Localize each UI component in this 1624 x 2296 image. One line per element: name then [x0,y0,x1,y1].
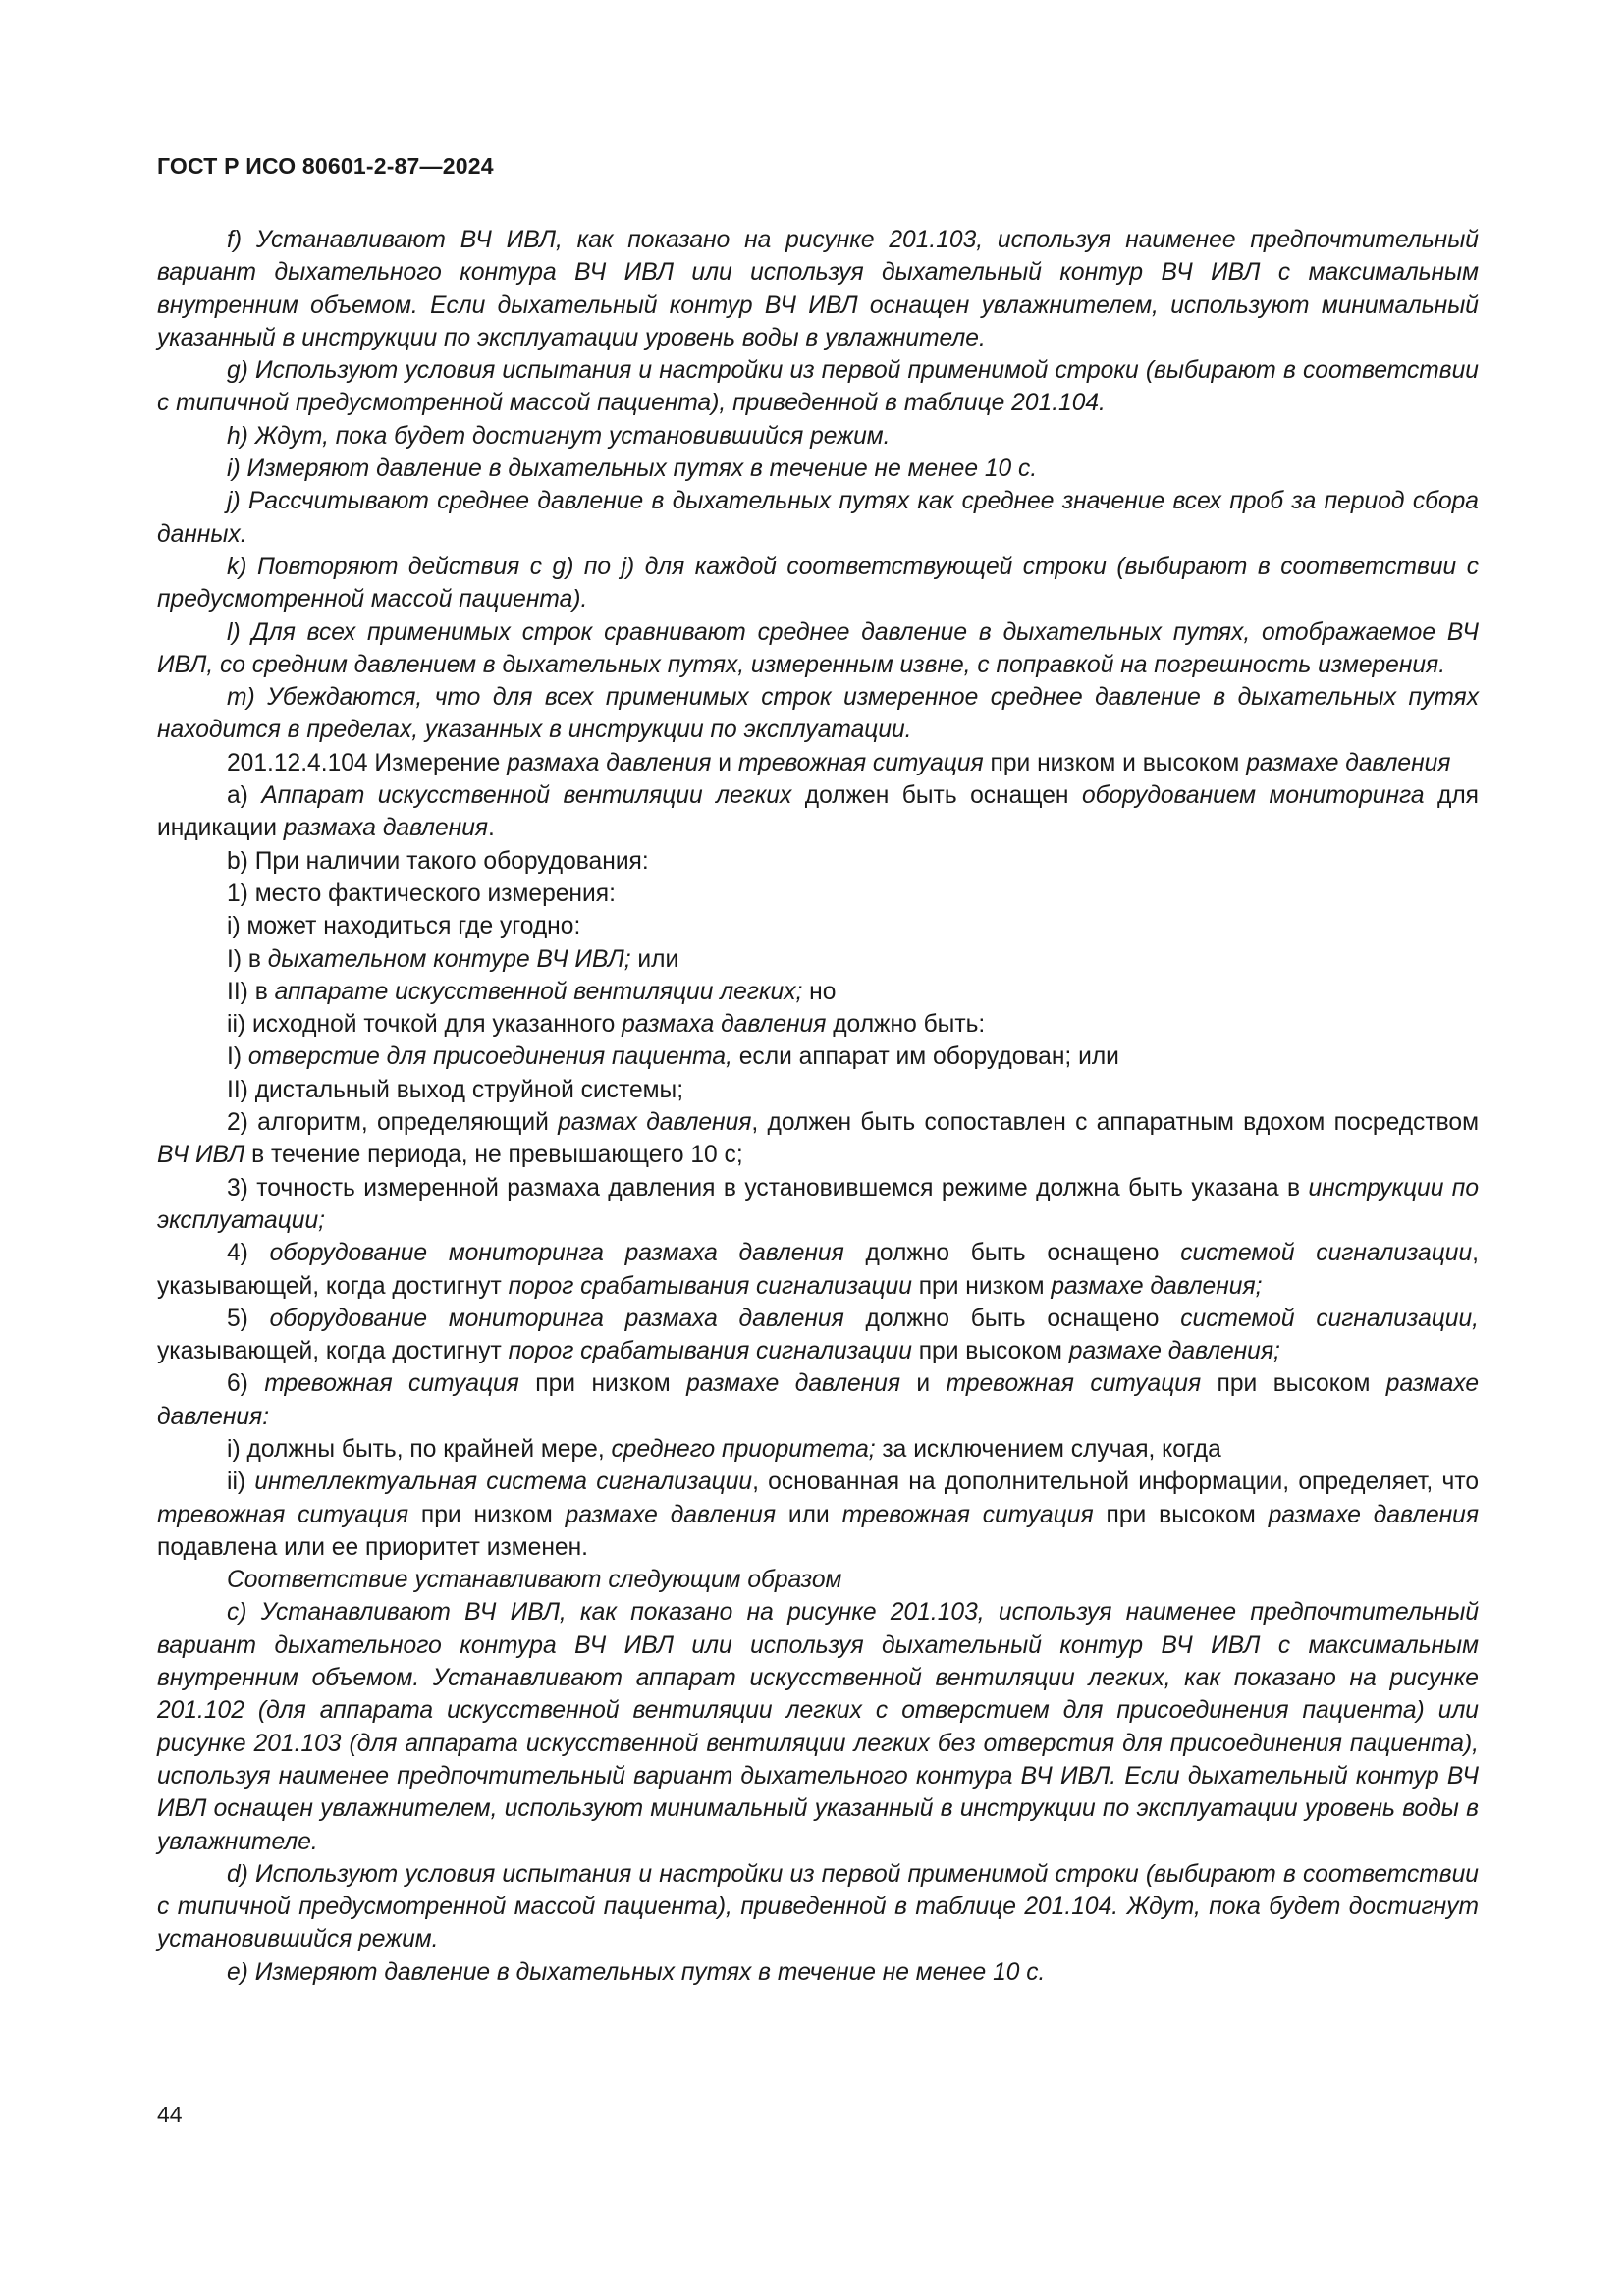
document-header: ГОСТ Р ИСО 80601-2-87—2024 [157,153,494,179]
text-run: и [899,1370,947,1398]
paragraph [157,1041,1479,1073]
text-run: i) должны быть, по крайней мере, [227,1435,612,1463]
paragraph [157,1172,1479,1238]
text-run: подавлена или ее приоритет изменен. [157,1533,589,1561]
italic-text-run: тревожная ситуация [737,749,984,776]
italic-text-run: e) Измеряют давление в дыхательных путях в течение не менее 10 с. [227,1958,1046,1986]
text-run: и [711,749,738,776]
italic-text-run: Соответствие устанавливают следующим образом [227,1567,842,1594]
text-run: за исключением случая, когда [875,1435,1221,1463]
paragraph [157,943,1479,976]
text-run: или [630,945,679,973]
text-run: II) дистальный выход струйной системы; [227,1076,684,1103]
italic-text-run: l) Для всех применимых строк сравнивают среднее давление в дыхательных путях, отображаемое ВЧ ИВЛ, со средним давлением в дыхательных путях, измеренным извне, с поправкой на погрешность измерения. [157,618,1479,678]
text-run: при низком [407,1501,566,1528]
italic-text-run: c) Устанавливают ВЧ ИВЛ, как показано на рисунке 201.103, используя наименее предпочтительный вариант дыхательного контура ВЧ ИВЛ или используя дыхательный контур ВЧ ИВЛ с максимальным внутренним объемом. Устанавливают аппарат искусственной вентиляции легких, как показано на рисунке 201.102 (для аппарата искусственной вентиляции легких с отверстием для присоединения пациента) или рисунке 201.103 (для аппарата искусственной вентиляции легких без отверстия для присоединения пациента), используя наименее предпочтительный вариант дыхательного контура ВЧ ИВЛ. Если дыхательный контур ВЧ ИВЛ оснащен увлажнителем, используют минимальный указанный в инструкции по эксплуатации уровень воды в увлажнителе. [157,1599,1479,1855]
italic-text-run: оборудование мониторинга размаха давления [269,1305,844,1332]
text-run: но [802,978,837,1005]
paragraph [157,845,1479,878]
italic-text-run: Аппарат искусственной вентиляции легких [261,782,792,810]
text-run: в течение периода, не превышающего 10 с; [244,1142,743,1169]
text-run: , указывающей, когда достигнут [157,1240,1479,1300]
italic-text-run: оборудованием мониторинга [1081,782,1425,810]
paragraph [157,551,1479,616]
italic-text-run: размахе давления; [1051,1272,1263,1300]
italic-text-run: m) Убеждаются, что для всех применимых строк измеренное среднее давление в дыхательных путях находится в пределах, указанных в инструкции по эксплуатации. [157,684,1479,744]
text-run: , основанная на дополнительной информации, определяет, что [752,1468,1479,1496]
text-run: . [488,815,495,842]
italic-text-run: аппарате искусственной вентиляции легких; [274,978,803,1005]
italic-text-run: дыхательном контуре ВЧ ИВЛ; [267,945,631,973]
italic-text-run: размахе давления [565,1501,776,1528]
text-run: при высоком [1093,1501,1269,1528]
italic-text-run: размаха давления [507,749,712,776]
italic-text-run: f) Устанавливают ВЧ ИВЛ, как показано на рисунке 201.103, используя наименее предпочтительный вариант дыхательного контура ВЧ ИВЛ или используя дыхательный контур ВЧ ИВЛ с максимальным внутренним объемом. Если дыхательный контур ВЧ ИВЛ оснащен увлажнителем, используют минимальный указанный в инструкции по эксплуатации уровень воды в увлажнителе. [157,227,1479,351]
paragraph [157,779,1479,845]
document-body [157,224,1479,1989]
paragraph [157,1596,1479,1857]
paragraph [157,747,1479,779]
text-run: a) [227,782,262,810]
italic-text-run: h) Ждут, пока будет достигнут установившийся режим. [227,422,891,450]
italic-text-run: размаха давления [283,815,489,842]
text-run: , должен быть сопоставлен с аппаратным вдохом посредством [751,1109,1479,1137]
paragraph [157,681,1479,747]
italic-text-run: тревожная ситуация [841,1501,1094,1528]
text-run: ii) [227,1468,255,1496]
paragraph [157,1237,1479,1303]
paragraph [157,420,1479,453]
italic-text-run: j) Рассчитывают среднее давление в дыхательных путях как среднее значение всех проб за период сбора данных. [157,488,1479,548]
italic-text-run: k) Повторяют действия с g) по j) для каждой соответствующей строки (выбирают в соответствии с предусмотренной массой пациента). [157,553,1479,614]
text-run: должно быть оснащено [843,1240,1181,1267]
italic-text-run: инструкции по эксплуатации; [157,1174,1480,1234]
text-run: ii) исходной точкой для указанного [227,1011,623,1039]
text-run: должно быть: [826,1011,986,1039]
text-run: 3) точность измеренной размаха давления в установившемся режиме должна быть указана в [227,1174,1309,1201]
paragraph [157,1303,1479,1368]
text-run: I) в [227,945,268,973]
paragraph [157,878,1479,910]
italic-text-run: размахе давления [1268,1501,1479,1528]
text-run: 6) [227,1370,265,1398]
paragraph [157,910,1479,942]
text-run: I) [227,1043,248,1071]
italic-text-run: g) Используют условия испытания и настройки из первой применимой строки (выбирают в соответствии с типичной предусмотренной массой пациента), приведенной в таблице 201.104. [157,357,1479,417]
italic-text-run: i) Измеряют давление в дыхательных путях в течение не менее 10 с. [227,455,1038,483]
text-run: 2) алгоритм, определяющий [227,1109,559,1137]
paragraph [157,453,1479,485]
paragraph [157,354,1479,420]
paragraph [157,1858,1479,1956]
text-run: при высоком [1201,1370,1386,1398]
paragraph [157,616,1479,682]
italic-text-run: размахе давления [1246,749,1451,776]
italic-text-run: системой сигнализации, [1180,1305,1480,1332]
text-run: при низком [518,1370,687,1398]
italic-text-run: ВЧ ИВЛ [157,1142,245,1169]
text-run: должен быть оснащен [791,782,1082,810]
paragraph [157,1106,1479,1172]
italic-text-run: тревожная ситуация [157,1501,408,1528]
paragraph [157,1367,1479,1433]
italic-text-run: размахе давления [686,1370,900,1398]
text-run: при высоком [911,1338,1069,1365]
italic-text-run: тревожная ситуация [264,1370,519,1398]
paragraph [157,1956,1479,1989]
text-run: 4) [227,1240,270,1267]
italic-text-run: d) Используют условия испытания и настройки из первой применимой строки (выбирают в соответствии с типичной предусмотренной массой пациента), приведенной в таблице 201.104. Ждут, пока будет достигнут установившийся режим. [157,1860,1479,1953]
italic-text-run: размахе давления: [157,1370,1480,1430]
text-run: для индикации [157,782,1480,842]
text-run: если аппарат им оборудован; или [731,1043,1119,1071]
italic-text-run: размахе давления; [1068,1338,1280,1365]
paragraph [157,1008,1479,1041]
paragraph [157,485,1479,551]
paragraph [157,1433,1479,1466]
paragraph [157,976,1479,1008]
page-number: 44 [157,2102,183,2127]
italic-text-run: среднего приоритета; [611,1435,876,1463]
italic-text-run: порог срабатывания сигнализации [508,1338,912,1365]
paragraph [157,224,1479,354]
text-run: b) При наличии такого оборудования: [227,847,649,875]
text-run: указывающей, когда достигнут [157,1338,509,1365]
text-run: i) может находиться где угодно: [227,913,581,940]
text-run: при низком [911,1272,1052,1300]
text-run: 1) место фактического измерения: [227,880,616,907]
italic-text-run: оборудование мониторинга размаха давления [269,1240,844,1267]
text-run: 201.12.4.104 Измерение [227,749,508,776]
paragraph [157,1074,1479,1106]
italic-text-run: системой сигнализации [1180,1240,1473,1267]
paragraph [157,1564,1479,1596]
italic-text-run: тревожная ситуация [946,1370,1202,1398]
italic-text-run: размаха давления [622,1011,827,1039]
italic-text-run: интеллектуальная система сигнализации [254,1468,753,1496]
italic-text-run: размах давления [558,1109,752,1137]
text-run: при низком и высоком [983,749,1247,776]
text-run: должно быть оснащено [843,1305,1181,1332]
paragraph [157,1466,1479,1564]
italic-text-run: отверстие для присоединения пациента, [247,1043,732,1071]
italic-text-run: порог срабатывания сигнализации [508,1272,912,1300]
text-run: 5) [227,1305,270,1332]
text-run: или [775,1501,842,1528]
text-run: II) в [227,978,275,1005]
